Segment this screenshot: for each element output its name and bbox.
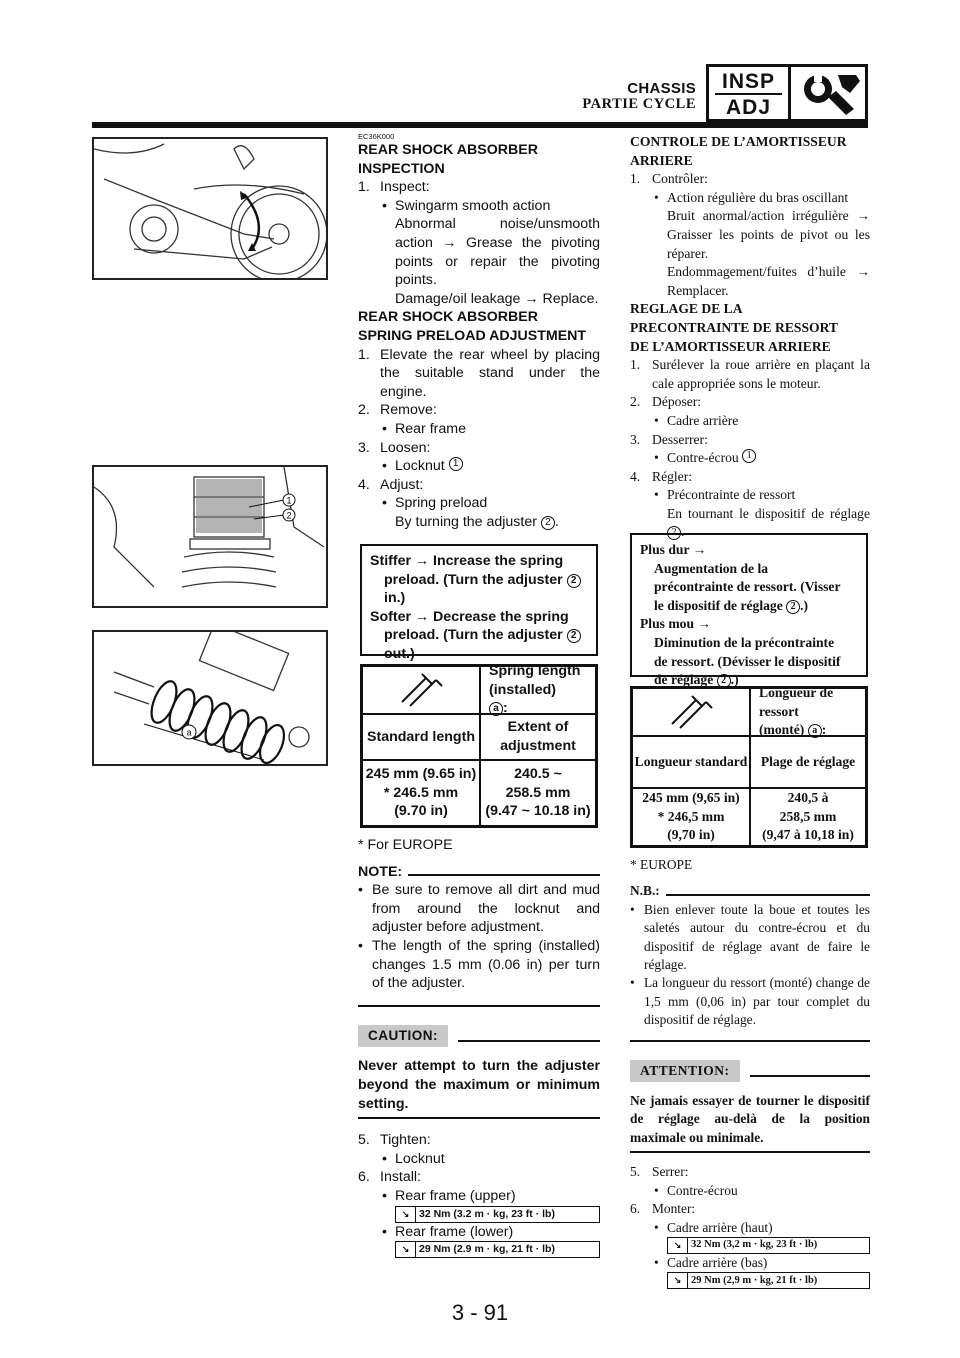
torque-wrench-icon: ↘ (396, 1242, 416, 1257)
circled-1: 1 (742, 449, 756, 463)
header-rule (92, 122, 868, 128)
caution-text: Ne jamais essayer de tourner le dispositif de réglage au-delà de la position maximale ou minimale. (630, 1093, 870, 1145)
en-bullet: Rear frame (lower) (395, 1223, 514, 1240)
en-step-number: 4. (358, 476, 370, 493)
spec-header: Plage de réglage (750, 736, 866, 788)
box-line: le dispositif de réglage (654, 597, 783, 613)
fr-bullet: Précontrainte de ressort (667, 487, 796, 503)
circled-2: 2 (541, 516, 555, 530)
spec-header: Longueur standard (632, 736, 750, 788)
fr-spec-table: Longueur de ressort (monté) a : Longueur standard Plage de réglage 245 mm (9,65 in) * 246,5 mm (9,70 in) 240,5 à 258,5 mm (9,47 à 10,18 in) (630, 686, 868, 848)
spec-value: 245 mm (9,65 in) (642, 790, 740, 806)
fr-title-preload-2: PRECONTRAINTE DE RESSORT (630, 319, 839, 335)
spec-value: 258,5 mm (779, 808, 837, 824)
badge-bottom-label: ADJ (725, 96, 771, 119)
spec-value: 240.5 ~ (514, 766, 562, 783)
spec-value: 240,5 à (787, 790, 829, 806)
circled-2: 2 (567, 574, 581, 588)
badge-top-label: INSP (715, 70, 782, 95)
spec-header: Extent of adjustment (480, 714, 596, 760)
box-line: in.) (384, 590, 406, 607)
en-detail: Abnormal noise/unsmooth action → Grease the pivoting points or repair the pivoting points. (395, 216, 600, 289)
fr-title-preload: REGLAGE DE LA (630, 301, 743, 317)
fr-step-label: Serrer: (652, 1164, 689, 1180)
torque-wrench-icon: ↘ (668, 1238, 688, 1253)
en-step-label: Loosen: (380, 439, 431, 456)
box-line: preload. (Turn the adjuster (384, 627, 563, 644)
note-item: The length of the spring (installed) changes 1.5 mm (0.06 in) per turn of the adjuster. (372, 937, 600, 992)
fr-bullet: Cadre arrière (bas) (667, 1254, 768, 1270)
english-column: EC36K000 REAR SHOCK ABSORBER INSPECTION 1. Inspect: • Swingarm smooth action Abnormal noise/unsmooth action → Grease the pivoting points or repair the pivoting points. Damage/oil leakage → Replace. REAR SHOCK ABSORBER SPRING PRELOAD ADJUSTMENT 1. Elevate the rear wheel by placing the suitable stand under the engine. 2. Remove: • Rear frame 3. Loosen: • Locknut 1 4. Adjust: • Spring preload By turning the adjuster 2 . (358, 132, 600, 530)
torque-value: 29 Nm (2,9 m · kg, 21 ft · lb) (691, 1274, 818, 1286)
circled-2: 2 (786, 600, 800, 614)
en-bullet: Locknut (395, 1150, 445, 1167)
en-step-number: 3. (358, 439, 370, 456)
header-title-fr: PARTIE CYCLE (582, 96, 696, 112)
spec-value: 245 mm (9.65 in) (365, 766, 477, 783)
en-title-inspection-2: INSPECTION (358, 160, 445, 177)
fr-step-number: 1. (630, 171, 641, 187)
fr-detail: En tournant le dispositif de réglage (667, 505, 870, 521)
fr-step-number: 3. (630, 431, 641, 447)
en-lower-section: * For EUROPE NOTE: • Be sure to remove all dirt and mud from around the locknut and adjuster before adjustment. • The length of the spring (installed) changes 1.5 mm (0.06 in) per turn of the adjuster. CAUTION: Never attempt to turn the adjuster beyond the maximum or minimum setting. 5. Tighten: • Locknut 6. Install: • Rear frame (upper) ↘ 32 Nm (3.2 m · kg, 23 ft · lb) • Rear frame (lower) ↘ 29 Nm (2.9 m · kg, 21 ft · lb) (358, 836, 600, 1258)
torque-wrench-icon: ↘ (668, 1273, 688, 1288)
fr-preload-box: Plus dur → Augmentation de la précontrainte de ressort. (Visser le dispositif de réglage 2 .) Plus mou → Diminution de la précontrainte de ressort. (Dévisser le dispositif de réglage 2 .) (630, 533, 868, 677)
en-bullet: Swingarm smooth action (395, 197, 551, 214)
en-title-inspection: REAR SHOCK ABSORBER (358, 142, 538, 158)
spec-value: (9,47 à 10,18 in) (762, 827, 854, 843)
swingarm-illustration (94, 139, 326, 278)
caliper-icon (362, 666, 480, 714)
en-step-number: 2. (358, 402, 370, 419)
fr-step-label: Régler: (652, 468, 693, 484)
spec-value: (9.70 in) (394, 803, 448, 820)
french-column: CONTROLE DE L’AMORTISSEUR ARRIERE 1. Contrôler: • Action régulière du bras oscillant Bruit anormal/action irrégulière → Graisser les points de pivot ou les réparer. Endommagement/fuites d’huile → Remplacer. REGLAGE DE LA PRECONTRAINTE DE RESSORT DE L’AMORTISSEUR ARRIERE 1. Surélever la roue arrière en plaçant la cale appropriée sons le moteur. 2. Déposer: • Cadre arrière 3. Desserrer: • Contre-écrou 1 4. Régler: • Précontrainte de ressort En tournant le dispositif de réglage 2 . (630, 134, 870, 540)
fr-bullet: Cadre arrière (haut) (667, 1219, 773, 1235)
page-number: 3 - 91 (451, 1300, 509, 1325)
en-title-preload: REAR SHOCK ABSORBER (358, 309, 538, 326)
fr-detail: Endommagement/fuites d’huile → Remplacer. (667, 264, 870, 298)
en-step-number: 6. (358, 1169, 370, 1186)
figure-spring-length (92, 630, 328, 766)
fr-step-number: 5. (630, 1164, 641, 1180)
circled-2: 2 (667, 526, 681, 540)
spec-value: * 246.5 mm (383, 784, 459, 801)
torque-spec (395, 1241, 600, 1258)
fr-title-preload-3: DE L’AMORTISSEUR ARRIERE (630, 338, 831, 354)
box-line: out.) (384, 645, 415, 662)
spec-value: * 246,5 mm (657, 808, 725, 824)
spec-header: Standard length (362, 714, 480, 760)
shock-top-illustration (94, 467, 326, 606)
en-step-number: 5. (358, 1132, 370, 1149)
insp-adj-badge (706, 64, 868, 122)
circled-2: 2 (567, 629, 581, 643)
box-line: Plus dur → (640, 542, 707, 557)
en-bullet: Rear frame (upper) (395, 1187, 516, 1204)
fr-title-inspection-2: ARRIERE (630, 152, 693, 168)
fr-step-label: Desserrer: (652, 431, 708, 447)
fr-step-label: Déposer: (652, 394, 702, 410)
caution-text: Never attempt to turn the adjuster beyond the maximum or minimum setting. (358, 1058, 600, 1112)
fr-step-label: Monter: (652, 1201, 696, 1217)
footnote: * EUROPE (630, 857, 693, 872)
note-label: NOTE: (358, 863, 403, 880)
box-line: de réglage (654, 672, 714, 688)
spec-value: 258.5 mm (505, 784, 571, 801)
callout-2: 2 (286, 510, 292, 521)
en-preload-box (360, 544, 598, 662)
torque-value: 29 Nm (2.9 m · kg, 21 ft · lb) (419, 1243, 555, 1256)
box-line: Augmentation de la (654, 560, 769, 576)
footnote: * For EUROPE (358, 837, 453, 853)
note-item: Bien enlever toute la boue et toutes les saletés autour du contre-écrou et du dispositif de réglage avant de faire le réglage. (644, 901, 870, 973)
fr-step-number: 1. (630, 357, 641, 373)
fr-bullet: Action régulière du bras oscillant (667, 189, 849, 205)
caution-label: ATTENTION: (630, 1060, 740, 1082)
box-line: de ressort. (Dévisser le dispositif (654, 653, 841, 669)
box-line: Stiffer → Increase the spring (370, 553, 564, 569)
fr-bullet: Contre-écrou (667, 1182, 738, 1198)
fr-step-number: 4. (630, 468, 641, 484)
torque-value: 32 Nm (3.2 m · kg, 23 ft · lb) (419, 1207, 555, 1220)
fr-step-label: Contrôler: (652, 171, 708, 187)
note-item: La longueur du ressort (monté) change de 1,5 mm (0,06 in) par tour complet du dispositif de réglage. (644, 975, 870, 1028)
en-bullet: Locknut (395, 458, 445, 475)
header-title-en: CHASSIS (627, 80, 696, 97)
circled-a: a (808, 724, 822, 738)
en-title-preload-2: SPRING PRELOAD ADJUSTMENT (358, 327, 587, 344)
en-step-label: Remove: (380, 402, 437, 419)
box-line: preload. (Turn the adjuster (384, 571, 563, 588)
section-code: EC36K000 (358, 132, 395, 141)
box-line: Diminution de la précontrainte (654, 634, 835, 650)
en-step-label: Install: (380, 1169, 422, 1186)
spec-value: (9.47 ~ 10.18 in) (485, 803, 591, 820)
box-line: Plus mou → (640, 616, 712, 632)
figure-locknut-adjuster (92, 465, 328, 608)
en-bullet: Spring preload (395, 495, 488, 512)
caliper-icon (632, 688, 750, 736)
callout-a: a (186, 727, 192, 738)
note-item: Be sure to remove all dirt and mud from around the locknut and adjuster before adjustment. (372, 882, 600, 936)
torque-spec (667, 1237, 870, 1254)
spec-title: Longueur de ressort (759, 685, 834, 719)
spec-title: (monté) (759, 722, 805, 738)
circled-1: 1 (449, 457, 463, 471)
caution-label: CAUTION: (358, 1025, 448, 1048)
fr-lower-section: * EUROPE N.B.: • Bien enlever toute la boue et toutes les saletés autour du contre-écrou et du dispositif de réglage avant de faire le réglage. • La longueur du ressort (monté) change de 1,5 mm (0,06 in) par tour complet du dispositif de réglage. ATTENTION: Ne jamais essayer de tourner le dispositif de réglage au-delà de la position maximale ou minimale. 5. Serrer: • Contre-écrou 6. Monter: • Cadre arrière (haut) ↘ 32 Nm (3,2 m · kg, 23 ft · lb) • Cadre arrière (bas) ↘ 29 Nm (2,9 m · kg, 21 ft · lb) (630, 856, 870, 1289)
en-spec-table: Spring length (installed) a : Standard length Extent of adjustment 245 mm (9.65 in) * 246.5 mm (9.70 in) 240.5 ~ 258.5 mm (9.47 ~ 10.18 in) (360, 664, 598, 828)
fr-bullet: Cadre arrière (667, 412, 739, 428)
wrench-tool-icon (794, 67, 865, 119)
torque-value: 32 Nm (3,2 m · kg, 23 ft · lb) (691, 1239, 818, 1251)
en-step-number: 1. (358, 179, 370, 196)
spec-title: Spring length (installed) (489, 663, 581, 698)
circled-a: a (489, 702, 503, 716)
figure-swingarm (92, 137, 328, 280)
en-step-number: 1. (358, 346, 370, 363)
en-bullet: Rear frame (395, 420, 466, 437)
en-step-label: Inspect: (380, 179, 430, 196)
fr-title-inspection: CONTROLE DE L’AMORTISSEUR (630, 134, 847, 149)
shock-absorber-illustration (94, 632, 326, 764)
torque-spec (395, 1206, 600, 1223)
spec-value: (9,70 in) (667, 827, 715, 843)
en-step-label: Tighten: (380, 1132, 431, 1149)
en-step-label: Adjust: (380, 476, 424, 493)
torque-wrench-icon: ↘ (396, 1207, 416, 1222)
torque-spec (667, 1272, 870, 1289)
fr-step-text: Surélever la roue arrière en plaçant la cale appropriée sons le moteur. (652, 357, 870, 391)
fr-step-number: 2. (630, 394, 641, 410)
en-detail: By turning the adjuster (395, 513, 537, 530)
en-step-text: Elevate the rear wheel by placing the suitable stand under the engine. (380, 346, 600, 400)
box-line: Softer → Decrease the spring (370, 608, 569, 625)
fr-bullet: Contre-écrou (667, 450, 739, 466)
note-label: N.B.: (630, 883, 660, 899)
en-detail: Damage/oil leakage → Replace. (395, 290, 599, 307)
box-line: précontrainte de ressort. (Visser (654, 579, 841, 595)
callout-1: 1 (286, 495, 292, 506)
fr-detail: Bruit anormal/action irrégulière → Graisser les points de pivot ou les réparer. (667, 208, 870, 261)
circled-2: 2 (717, 674, 731, 688)
fr-step-number: 6. (630, 1201, 641, 1217)
